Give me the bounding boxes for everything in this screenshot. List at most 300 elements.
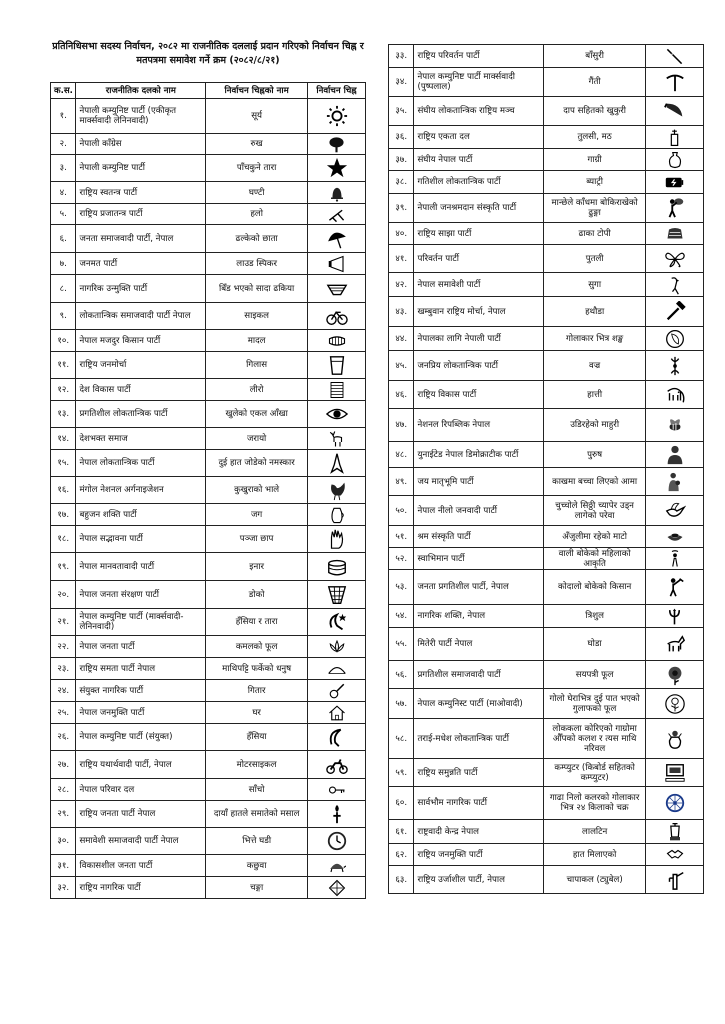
party-name: नेपाल मजदुर किसान पार्टी: [76, 330, 206, 352]
symbol-cell: [308, 225, 366, 253]
symbol-cell: [308, 702, 366, 724]
table-row: [51, 855, 366, 877]
kalash-icon: [664, 728, 686, 750]
woman-crop-icon: [666, 550, 684, 568]
computer-icon: [664, 762, 686, 784]
symbol-name: पाँचकुने तारा: [206, 155, 308, 182]
symbol-cell: [646, 194, 704, 223]
party-name: राष्ट्रिय जनमुक्ति पार्टी: [414, 844, 544, 866]
table-row: [51, 330, 366, 352]
symbol-cell: [308, 303, 366, 330]
party-name: जय मातृभूमि पार्टी: [414, 468, 544, 496]
butterfly-icon: [664, 248, 686, 270]
party-name: राष्ट्रिय उर्जाशील पार्टी, नेपाल: [414, 866, 544, 894]
serial-number: ४९.: [389, 468, 414, 496]
symbol-cell: [308, 724, 366, 751]
symbol-name: हँसिया र तारा: [206, 609, 308, 636]
table-row: [51, 275, 366, 303]
symbol-cell: [308, 779, 366, 801]
umbrella-icon: [326, 228, 348, 250]
table-row: [389, 126, 704, 149]
symbol-cell: [646, 759, 704, 787]
table-row: [389, 194, 704, 223]
serial-number: ६.: [51, 225, 76, 253]
serial-number: २५.: [51, 702, 76, 724]
serial-number: ६०.: [389, 787, 414, 820]
symbols-table-left: [50, 82, 366, 899]
symbol-name: डोको: [206, 581, 308, 609]
party-name: नेपाल जनता संरक्षण पार्टी: [76, 581, 206, 609]
torch-icon: [326, 803, 348, 825]
symbol-name: उडिरहेको माहुरी: [544, 409, 646, 442]
table-row: [51, 428, 366, 450]
serial-number: २१.: [51, 609, 76, 636]
serial-number: १.: [51, 99, 76, 134]
doko-icon: [326, 584, 348, 606]
table-row: [51, 680, 366, 702]
symbol-name: मोटरसाइकल: [206, 751, 308, 779]
serial-number: ५९.: [389, 759, 414, 787]
symbol-cell: [646, 570, 704, 605]
man-carrying-stone-icon: [664, 197, 686, 219]
table-row: [51, 155, 366, 182]
symbol-name: गाढा निलो कलरको गोलाकार भित्र २४ किलाको चक्र: [544, 787, 646, 820]
table-row: [51, 581, 366, 609]
party-name: राष्ट्रिय समता पार्टी नेपाल: [76, 658, 206, 680]
table-row: [389, 68, 704, 97]
hammer-icon: [664, 301, 686, 323]
party-name: खम्बुवान राष्ट्रिय मोर्चा, नेपाल: [414, 297, 544, 327]
house-icon: [328, 704, 346, 722]
trident-icon: [665, 607, 684, 626]
lantern-icon: [665, 822, 685, 842]
symbol-name: लाउड स्पिकर: [206, 253, 308, 275]
symbol-name: इनार: [206, 553, 308, 581]
serial-number: ३९.: [389, 194, 414, 223]
symbol-name: चङ्गा: [206, 877, 308, 899]
header-serial: क.स.: [51, 83, 76, 99]
symbol-cell: [646, 68, 704, 97]
loudspeaker-icon: [328, 255, 346, 273]
symbol-name: चुच्चोले सिठ्ठी च्यापेर उड्न लागेको परेवा: [544, 496, 646, 526]
serial-number: २२.: [51, 636, 76, 658]
party-name: गतिशील लोकतान्त्रिक पार्टी: [414, 171, 544, 194]
handpump-icon: [664, 869, 686, 891]
party-name: समावेशी समाजवादी पार्टी नेपाल: [76, 828, 206, 855]
table-row: [389, 820, 704, 844]
serial-number: ४१.: [389, 245, 414, 273]
conch-icon: [665, 329, 685, 349]
symbol-cell: [308, 379, 366, 401]
symbol-name: कोदालो बोकेको किसान: [544, 570, 646, 605]
party-name: नेपाल जनमुक्ति पार्टी: [76, 702, 206, 724]
marigold-icon: [664, 664, 686, 686]
symbol-cell: [308, 828, 366, 855]
symbol-name: घण्टी: [206, 182, 308, 204]
party-name: जनता समाजवादी पार्टी, नेपाल: [76, 225, 206, 253]
symbol-name: साइकल: [206, 303, 308, 330]
table-row: [389, 570, 704, 605]
table-body-left: [51, 99, 366, 899]
symbol-name: गोलाकार भित्र शङ्ख: [544, 327, 646, 351]
serial-number: ३४.: [389, 68, 414, 97]
gagri-icon: [666, 151, 684, 169]
guitar-icon: [328, 682, 346, 700]
table-row: [51, 504, 366, 526]
serial-number: ४५.: [389, 351, 414, 381]
serial-number: २८.: [51, 779, 76, 801]
kite-icon: [328, 879, 346, 897]
symbol-name: सुगा: [544, 273, 646, 297]
soil-hands-icon: [666, 528, 684, 546]
table-row: [51, 401, 366, 428]
header-symbol: निर्वाचन चिह्न: [308, 83, 366, 99]
party-name: बहुजन शक्ति पार्टी: [76, 504, 206, 526]
serial-number: २३.: [51, 658, 76, 680]
bee-icon: [664, 414, 686, 436]
party-name: नेपाल परिवार दल: [76, 779, 206, 801]
symbol-name: गोलो घेराभित्र दुई पात भएको गुलाफको फूल: [544, 689, 646, 719]
serial-number: ३५.: [389, 97, 414, 126]
symbol-cell: [308, 253, 366, 275]
table-row: [51, 553, 366, 581]
symbol-name: कुखुराको भाले: [206, 477, 308, 504]
symbol-cell: [308, 877, 366, 899]
symbol-name: कम्प्युटर (किबोर्ड सहितको कम्प्युटर): [544, 759, 646, 787]
sickle-icon: [326, 726, 348, 748]
table-row: [389, 719, 704, 759]
table-row: [389, 787, 704, 820]
party-name: नेपाल कम्युनिष्ट पार्टी मार्क्सवादी (पुष्पलाल): [414, 68, 544, 97]
party-name: तराई-मधेश लोकतान्त्रिक पार्टी: [414, 719, 544, 759]
party-name: राष्ट्रिय नागरिक पार्टी: [76, 877, 206, 899]
party-name: मितेरी पार्टी नेपाल: [414, 628, 544, 661]
symbol-name: साँचो: [206, 779, 308, 801]
dove-icon: [664, 500, 686, 522]
symbol-name: वज्र: [544, 351, 646, 381]
symbol-name: मान्छेले काँधमा बोकिराखेको ढुङ्गा: [544, 194, 646, 223]
party-name: नेपाली कम्युनिष्ट पार्टी: [76, 155, 206, 182]
serial-number: २४.: [51, 680, 76, 702]
table-row: [389, 442, 704, 468]
man-icon: [664, 444, 686, 466]
party-name: सार्वभौम नागरिक पार्टी: [414, 787, 544, 820]
header-symbol-name: निर्वाचन चिह्नको नाम: [206, 83, 308, 99]
symbol-name: भित्ते घडी: [206, 828, 308, 855]
serial-number: १९.: [51, 553, 76, 581]
symbol-name: सूर्य: [206, 99, 308, 134]
party-name: राष्ट्रिय साझा पार्टी: [414, 223, 544, 245]
party-name: राष्ट्रिय प्रजातन्त्र पार्टी: [76, 204, 206, 225]
symbol-name: वाली बोकेको महिलाको आकृति: [544, 548, 646, 570]
party-name: नेपाल लोकतान्त्रिक पार्टी: [76, 450, 206, 477]
table-row: [389, 327, 704, 351]
symbol-cell: [646, 97, 704, 126]
bicycle-icon: [326, 305, 348, 327]
page-title: प्रतिनिधिसभा सदस्य निर्वाचन, २०८२ मा राजनीतिक दललाई प्रदान गरिएको निर्वाचन चिह्न र मतपत्रमा समावेश गर्ने क्रम (२०८२/८/२१): [52, 41, 364, 66]
symbol-cell: [646, 223, 704, 245]
table-row: [389, 297, 704, 327]
sun-icon: [326, 105, 348, 127]
serial-number: ३६.: [389, 126, 414, 149]
table-row: [51, 182, 366, 204]
symbol-cell: [646, 496, 704, 526]
table-row: [389, 605, 704, 628]
symbol-cell: [308, 352, 366, 379]
table-row: [389, 866, 704, 894]
symbol-cell: [308, 134, 366, 155]
symbol-name: काखमा बच्चा लिएको आमा: [544, 468, 646, 496]
symbol-cell: [308, 526, 366, 553]
eye-icon: [326, 403, 348, 425]
symbol-name: कमलको फूल: [206, 636, 308, 658]
party-name: नागरिक शक्ति, नेपाल: [414, 605, 544, 628]
party-name: राष्ट्रिय जनमोर्चा: [76, 352, 206, 379]
symbol-name: तुलसी, मठ: [544, 126, 646, 149]
serial-number: ५४.: [389, 605, 414, 628]
table-row: [51, 779, 366, 801]
symbol-cell: [646, 327, 704, 351]
symbol-name: पञ्जा छाप: [206, 526, 308, 553]
symbol-name: ढाका टोपी: [544, 223, 646, 245]
lirо-icon: [328, 381, 346, 399]
symbol-name: गाग्री: [544, 149, 646, 171]
serial-number: २६.: [51, 724, 76, 751]
namaste-icon: [326, 452, 348, 474]
party-name: नेशनल रिपब्लिक नेपाल: [414, 409, 544, 442]
symbol-name: चापाकल (ट्युबेल): [544, 866, 646, 894]
table-row: [51, 877, 366, 899]
symbol-cell: [646, 171, 704, 194]
vajra-icon: [664, 355, 686, 377]
table-row: [389, 496, 704, 526]
tulsi-math-icon: [665, 128, 684, 147]
table-row: [51, 526, 366, 553]
party-name: नेपाल नीलो जनवादी पार्टी: [414, 496, 544, 526]
symbol-cell: [308, 477, 366, 504]
table-row: [389, 97, 704, 126]
party-name: नेपाली जनश्रमदान संस्कृति पार्टी: [414, 194, 544, 223]
symbol-cell: [308, 182, 366, 204]
symbol-name: दाप सहितको खुकुरी: [544, 97, 646, 126]
table-body-right: [389, 45, 704, 894]
table-row: [51, 724, 366, 751]
symbol-cell: [308, 658, 366, 680]
symbol-cell: [646, 548, 704, 570]
wall-clock-icon: [326, 830, 348, 852]
serial-number: ५१.: [389, 526, 414, 548]
symbol-cell: [308, 581, 366, 609]
well-icon: [326, 556, 348, 578]
symbol-name: घर: [206, 702, 308, 724]
table-row: [389, 689, 704, 719]
serial-number: ३३.: [389, 45, 414, 68]
serial-number: ६२.: [389, 844, 414, 866]
basket-icon: [326, 278, 348, 300]
serial-number: ५.: [51, 204, 76, 225]
table-row: [51, 303, 366, 330]
table-row: [389, 245, 704, 273]
symbol-cell: [646, 526, 704, 548]
symbol-cell: [646, 149, 704, 171]
serial-number: १३.: [51, 401, 76, 428]
mother-child-icon: [664, 471, 686, 493]
serial-number: ३२.: [51, 877, 76, 899]
deer-icon: [328, 430, 346, 448]
table-row: [51, 702, 366, 724]
table-row: [51, 477, 366, 504]
madal-drum-icon: [328, 332, 346, 350]
table-row: [51, 801, 366, 828]
party-name: जनता प्रगतिशील पार्टी, नेपाल: [414, 570, 544, 605]
glass-icon: [326, 354, 348, 376]
symbol-cell: [308, 636, 366, 658]
serial-number: ४४.: [389, 327, 414, 351]
party-name: संयुक्त नागरिक पार्टी: [76, 680, 206, 702]
bell-icon: [328, 184, 346, 202]
battery-icon: [665, 173, 684, 192]
table-row: [51, 751, 366, 779]
table-row: [389, 759, 704, 787]
serial-number: ४८.: [389, 442, 414, 468]
serial-number: ३०.: [51, 828, 76, 855]
symbol-name: त्रिशुल: [544, 605, 646, 628]
party-name: प्रगतिशील लोकतान्त्रिक पार्टी: [76, 401, 206, 428]
symbol-cell: [308, 680, 366, 702]
symbol-name: कछुवा: [206, 855, 308, 877]
symbol-name: गैंती: [544, 68, 646, 97]
horse-icon: [664, 633, 686, 655]
parrot-icon: [665, 275, 685, 295]
symbol-cell: [646, 126, 704, 149]
symbol-name: सयपत्री फूल: [544, 661, 646, 689]
symbol-name: लोककला कोरिएको गाग्रोमा औँपको कलश र त्यस माथि नरिवल: [544, 719, 646, 759]
party-name: नेपाली काँग्रेस: [76, 134, 206, 155]
table-row: [51, 609, 366, 636]
serial-number: ४७.: [389, 409, 414, 442]
serial-number: १८.: [51, 526, 76, 553]
serial-number: ४२.: [389, 273, 414, 297]
symbol-cell: [646, 297, 704, 327]
party-name: नेपाल कम्युनिष्ट पार्टी (संयुक्त): [76, 724, 206, 751]
chakra-icon: [664, 792, 686, 814]
serial-number: ४६.: [389, 381, 414, 409]
serial-number: ६३.: [389, 866, 414, 894]
symbol-cell: [646, 661, 704, 689]
symbol-cell: [308, 801, 366, 828]
symbol-cell: [308, 609, 366, 636]
serial-number: २७.: [51, 751, 76, 779]
symbol-cell: [646, 866, 704, 894]
symbol-name: दुई हात जोडेको नमस्कार: [206, 450, 308, 477]
symbol-name: लालटिन: [544, 820, 646, 844]
party-name: नेपाल मानवतावादी पार्टी: [76, 553, 206, 581]
rose-icon: [664, 693, 686, 715]
symbol-name: माथिपट्टि फर्केको धनुष: [206, 658, 308, 680]
party-name: नेपाल समावेशी पार्टी: [414, 273, 544, 297]
symbol-cell: [308, 155, 366, 182]
party-name: राष्ट्रवादी केन्द्र नेपाल: [414, 820, 544, 844]
tree-icon: [328, 136, 345, 153]
symbol-name: पुतली: [544, 245, 646, 273]
party-name: जनमत पार्टी: [76, 253, 206, 275]
symbol-name: हलो: [206, 204, 308, 225]
party-name: राष्ट्रिय परिवर्तन पार्टी: [414, 45, 544, 68]
table-row: [389, 628, 704, 661]
party-name: राष्ट्रिय स्वतन्त्र पार्टी: [76, 182, 206, 204]
table-row: [389, 548, 704, 570]
table-row: [389, 223, 704, 245]
symbol-cell: [308, 751, 366, 779]
serial-number: १०.: [51, 330, 76, 352]
party-name: संघीय लोकतान्त्रिक राष्ट्रिय मञ्च: [414, 97, 544, 126]
plough-icon: [328, 206, 345, 223]
symbol-name: हथौडा: [544, 297, 646, 327]
party-name: संघीय नेपाल पार्टी: [414, 149, 544, 171]
symbol-name: खुलेको एकल आँखा: [206, 401, 308, 428]
table-row: [51, 379, 366, 401]
serial-number: ७.: [51, 253, 76, 275]
symbol-name: ब्याट्री: [544, 171, 646, 194]
symbol-name: मादल: [206, 330, 308, 352]
symbol-name: घोडा: [544, 628, 646, 661]
table-row: [51, 253, 366, 275]
symbol-name: बाँसुरी: [544, 45, 646, 68]
party-name: जनप्रिय लोकतान्त्रिक पार्टी: [414, 351, 544, 381]
table-row: [389, 468, 704, 496]
symbol-name: पुरुष: [544, 442, 646, 468]
party-name: राष्ट्रिय जनता पार्टी नेपाल: [76, 801, 206, 828]
serial-number: ११.: [51, 352, 76, 379]
party-name: नेपालका लागि नेपाली पार्टी: [414, 327, 544, 351]
serial-number: ४.: [51, 182, 76, 204]
symbol-cell: [646, 689, 704, 719]
header-party-name: राजनीतिक दलको नाम: [76, 83, 206, 99]
symbol-cell: [308, 275, 366, 303]
table-row: [51, 204, 366, 225]
party-name: नेपाली कम्युनिष्ट पार्टी (एकीकृत मार्क्सवादी लेनिनवादी): [76, 99, 206, 134]
serial-number: ४०.: [389, 223, 414, 245]
serial-number: ५८.: [389, 719, 414, 759]
dhaka-topi-icon: [666, 225, 684, 243]
table-row: [51, 99, 366, 134]
serial-number: २०.: [51, 581, 76, 609]
symbol-cell: [308, 99, 366, 134]
symbol-cell: [646, 844, 704, 866]
symbol-cell: [308, 330, 366, 352]
symbol-cell: [308, 450, 366, 477]
table-row: [389, 381, 704, 409]
party-name: मंगोल नेशनल अर्गनाइजेशन: [76, 477, 206, 504]
symbol-name: लीरो: [206, 379, 308, 401]
serial-number: ५३.: [389, 570, 414, 605]
serial-number: ३८.: [389, 171, 414, 194]
symbol-cell: [646, 787, 704, 820]
table-row: [51, 450, 366, 477]
symbol-name: हात्ती: [544, 381, 646, 409]
table-header-row: [51, 83, 366, 99]
serial-number: ६१.: [389, 820, 414, 844]
serial-number: ३.: [51, 155, 76, 182]
palm-icon: [326, 528, 348, 550]
serial-number: ३७.: [389, 149, 414, 171]
symbol-cell: [308, 553, 366, 581]
table-row: [51, 225, 366, 253]
party-name: लोकतान्त्रिक समाजवादी पार्टी नेपाल: [76, 303, 206, 330]
symbol-cell: [646, 820, 704, 844]
lotus-icon: [328, 638, 346, 656]
symbol-name: दायाँ हातले समातेको मसाल: [206, 801, 308, 828]
